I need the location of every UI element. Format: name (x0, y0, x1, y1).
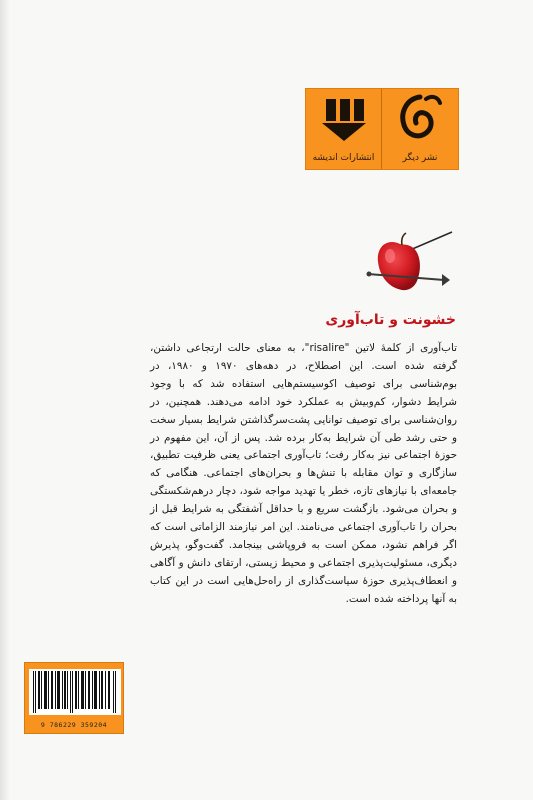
isbn-number: 9 786229 359204 (40, 721, 108, 729)
andisheh-caption: انتشارات اندیشه (312, 153, 375, 163)
andisheh-mark-icon (306, 89, 382, 153)
barcode-bars (29, 669, 121, 715)
andisheh-logo (306, 89, 382, 169)
publisher-logos (305, 88, 459, 170)
back-cover-description: تاب‌آوری از کلمهٔ لاتین "risalire"، به معنای حالت ارتجاعی داشتن، گرفته شده است. این اصطلاح، در دهه‌های ۱۹۷۰ و ۱۹۸۰، در بوم‌شناسی برای توصیف اکوسیستم‌هایی استفاده شد که با وجود شرایط دشوار، کم‌وبیش به عملکرد خود ادامه می‌دهند. همچنین، در روان‌شناسی برای توصیف توانایی پشت‌سرگذاشتن شرایط بسیار سخت و حتی رشد طی آن شرایط به‌کار برده شد. پس از آن، این مفهوم در حوزهٔ اجتماعی نیز به‌کار رفت؛ تاب‌آوری اجتماعی یعنی ظرفیت تطبیق، سازگاری و توان مقابله با تنش‌ها و بحران‌های اجتماعی. هنگامی که جامعه‌ای با نیازهای تازه، خطر یا تهدید مواجه شود، دچار درهم‌شکستگی و بحران می‌شود. بازگشت سریع و با حداقل آشفتگی به شرایط قبل از بحران را تاب‌آوری اجتماعی می‌نامند. این امر نیازمند الزاماتی است که اگر فراهم نشود، ممکن است به فروپاشی بینجامد. گفت‌وگو، پذیرش دیگری، مسئولیت‌پذیری اجتماعی و محیط زیستی، ارتقای دانش و آگاهی و انعطاف‌پذیری حوزهٔ سیاست‌گذاری از راه‌حل‌هایی است در این کتاب به آنها پرداخته شده است. (150, 342, 457, 605)
apple-nail-illustration-icon (360, 228, 460, 308)
spine-shadow (0, 0, 10, 800)
nashr-digar-caption: نشر دیگر (402, 153, 438, 163)
barcode-icon (29, 669, 121, 715)
nashr-digar-mark-icon (382, 89, 458, 153)
isbn-barcode (24, 662, 124, 734)
nashr-digar-logo (382, 89, 458, 169)
book-title: خشونت و تاب‌آوری (325, 312, 456, 328)
